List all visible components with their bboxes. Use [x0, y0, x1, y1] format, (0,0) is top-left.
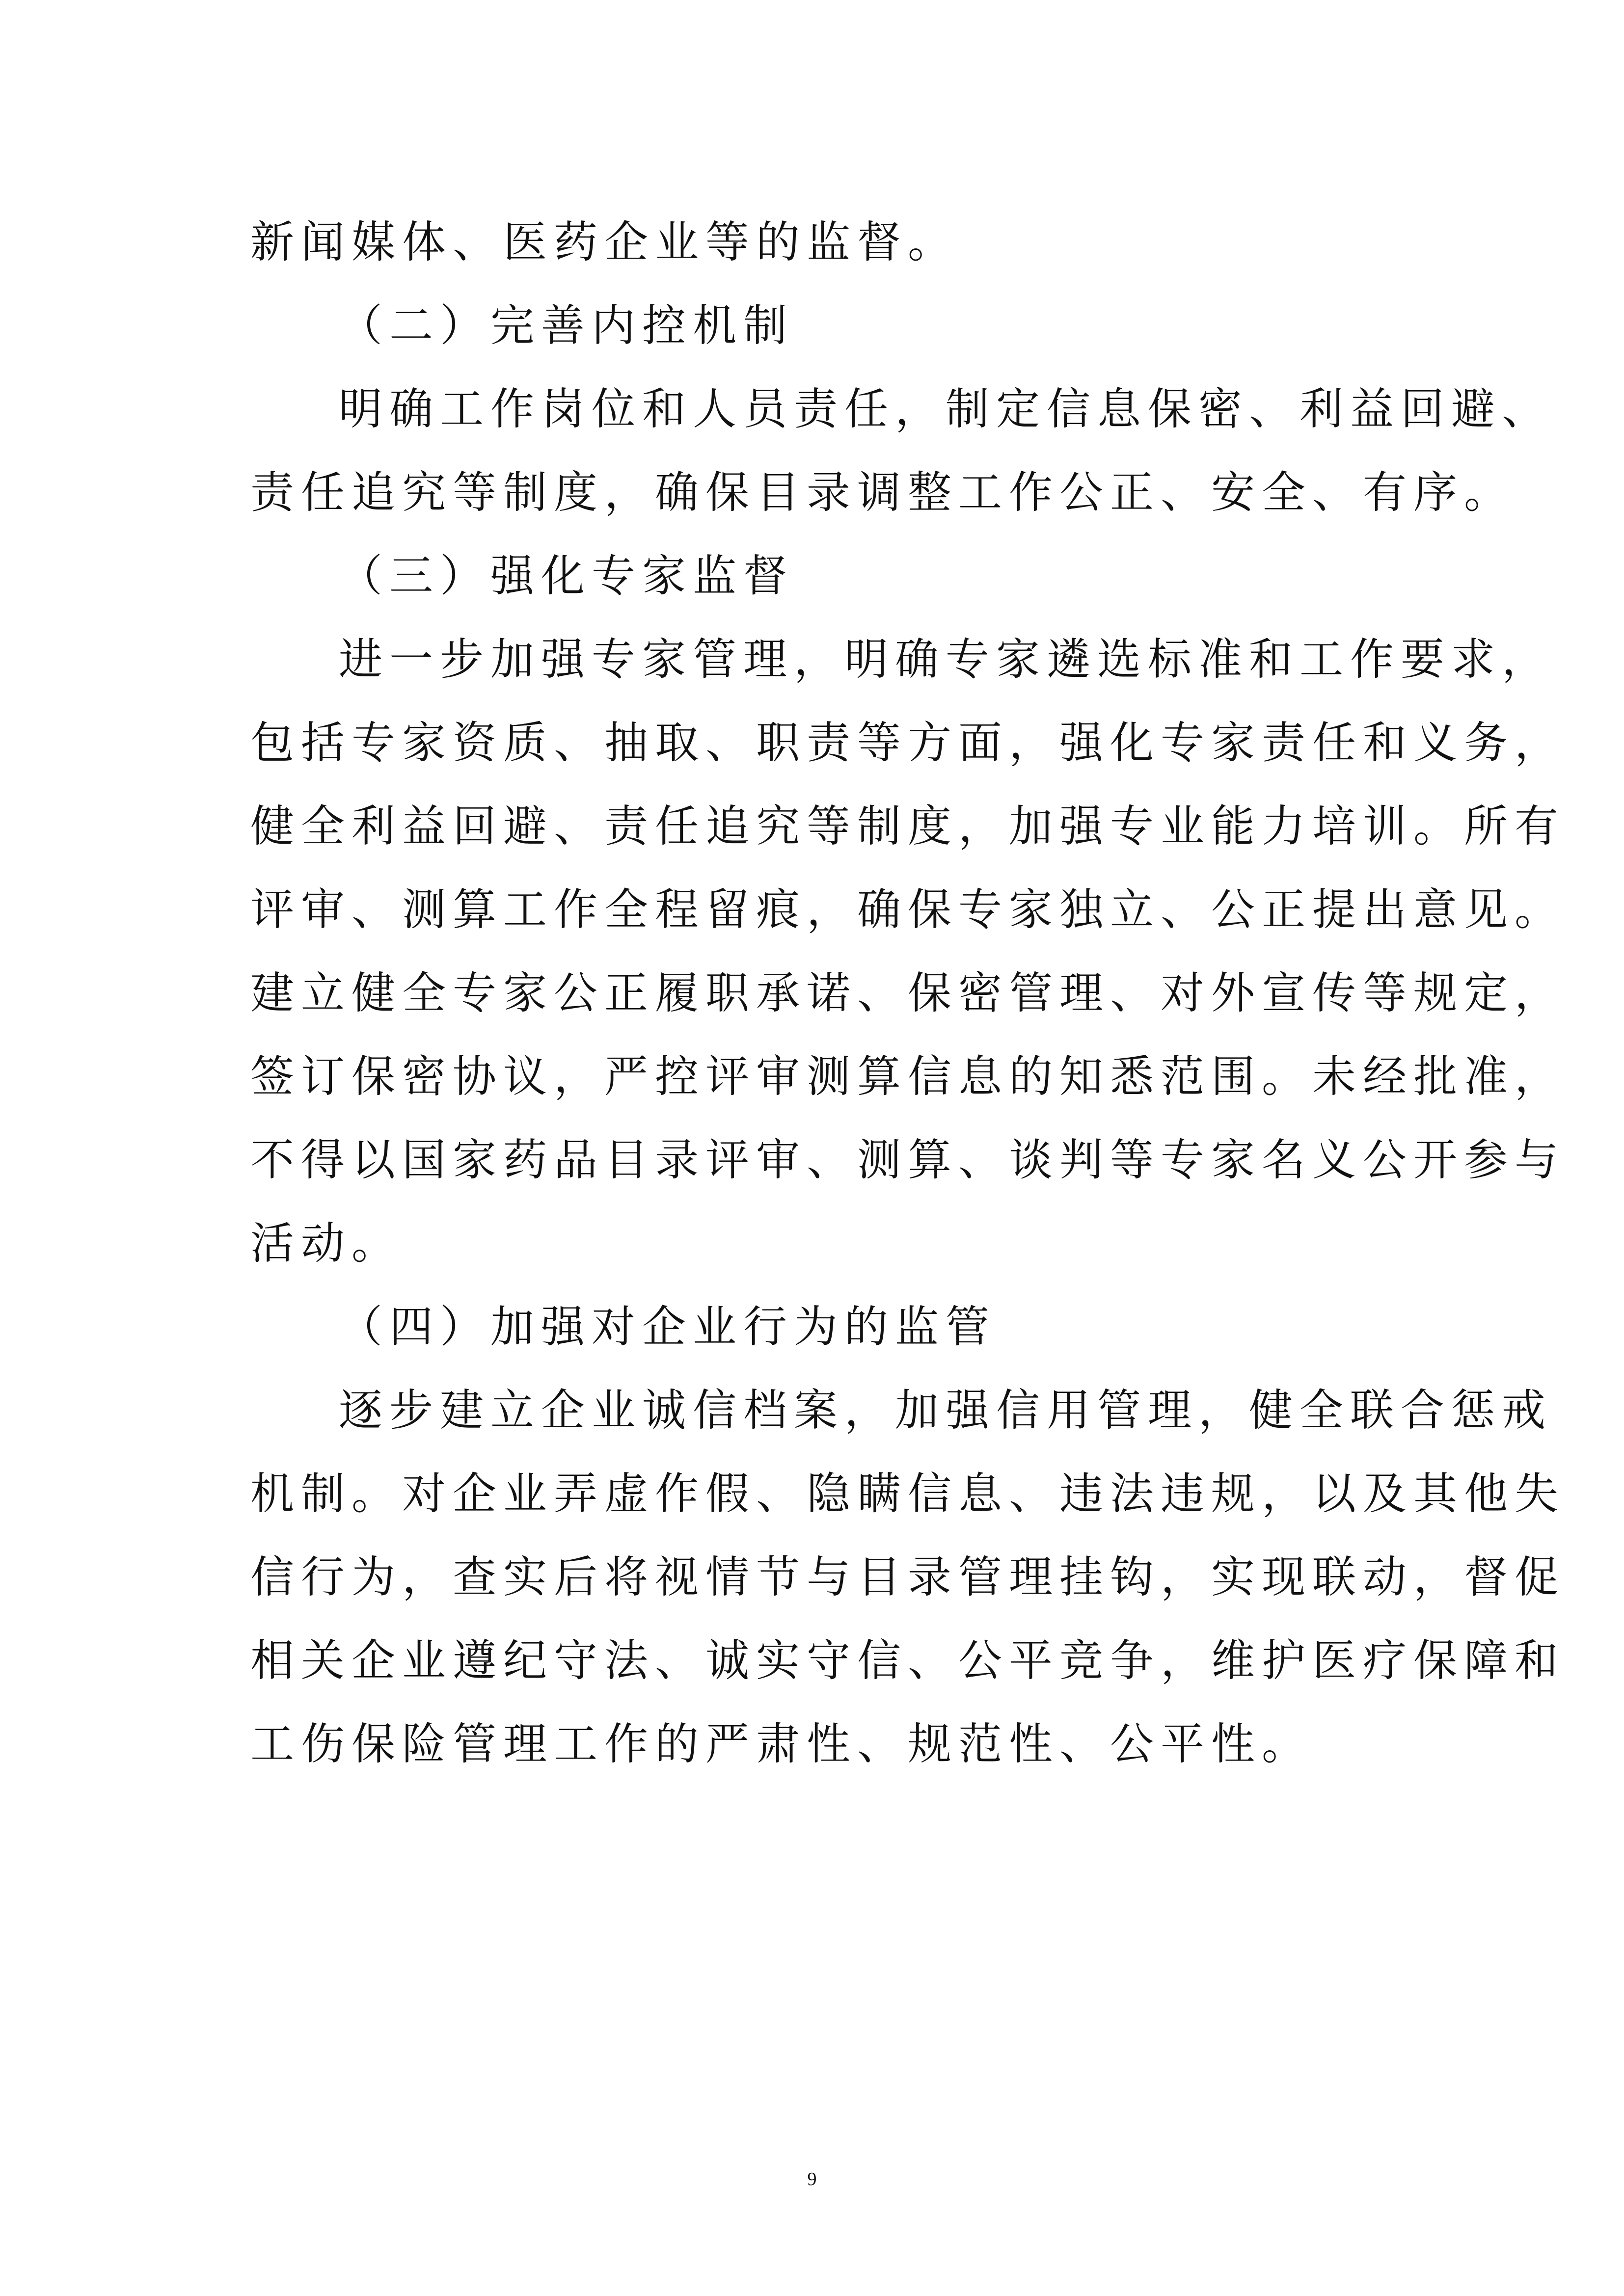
section-heading-internal-control: （二）完善内控机制 [339, 300, 794, 351]
paragraph-line: 评审、测算工作全程留痕，确保专家独立、公正提出意见。 [250, 884, 1565, 935]
paragraph-line: 健全利益回避、责任追究等制度，加强专业能力培训。所有 [250, 801, 1565, 852]
paragraph-line: 不得以国家药品目录评审、测算、谈判等专家名义公开参与 [250, 1134, 1565, 1185]
page-number: 9 [807, 2169, 817, 2189]
paragraph-line: 进一步加强专家管理，明确专家遴选标准和工作要求， [339, 634, 1552, 685]
paragraph-line: 建立健全专家公正履职承诺、保密管理、对外宣传等规定， [250, 967, 1565, 1018]
paragraph-line: 活动。 [250, 1218, 402, 1269]
paragraph-line: 工伤保险管理工作的严肃性、规范性、公平性。 [250, 1718, 1312, 1769]
paragraph-line: 机制。对企业弄虚作假、隐瞒信息、违法违规，以及其他失 [250, 1468, 1565, 1519]
paragraph-line: 相关企业遵纪守法、诚实守信、公平竞争，维护医疗保障和 [250, 1635, 1565, 1686]
section-heading-enterprise-regulation: （四）加强对企业行为的监管 [339, 1301, 996, 1352]
paragraph-line: 包括专家资质、抽取、职责等方面，强化专家责任和义务， [250, 717, 1565, 768]
paragraph-line: 新闻媒体、医药企业等的监督。 [250, 216, 958, 267]
paragraph-line: 明确工作岗位和人员责任，制定信息保密、利益回避、 [339, 383, 1552, 434]
paragraph-line: 信行为，查实后将视情节与目录管理挂钩，实现联动，督促 [250, 1551, 1565, 1602]
paragraph-line: 签订保密协议，严控评审测算信息的知悉范围。未经批准， [250, 1051, 1565, 1102]
paragraph-line: 逐步建立企业诚信档案，加强信用管理，健全联合惩戒 [339, 1385, 1552, 1436]
paragraph-line: 责任追究等制度，确保目录调整工作公正、安全、有序。 [250, 467, 1515, 518]
section-heading-expert-supervision: （三）强化专家监督 [339, 550, 794, 601]
